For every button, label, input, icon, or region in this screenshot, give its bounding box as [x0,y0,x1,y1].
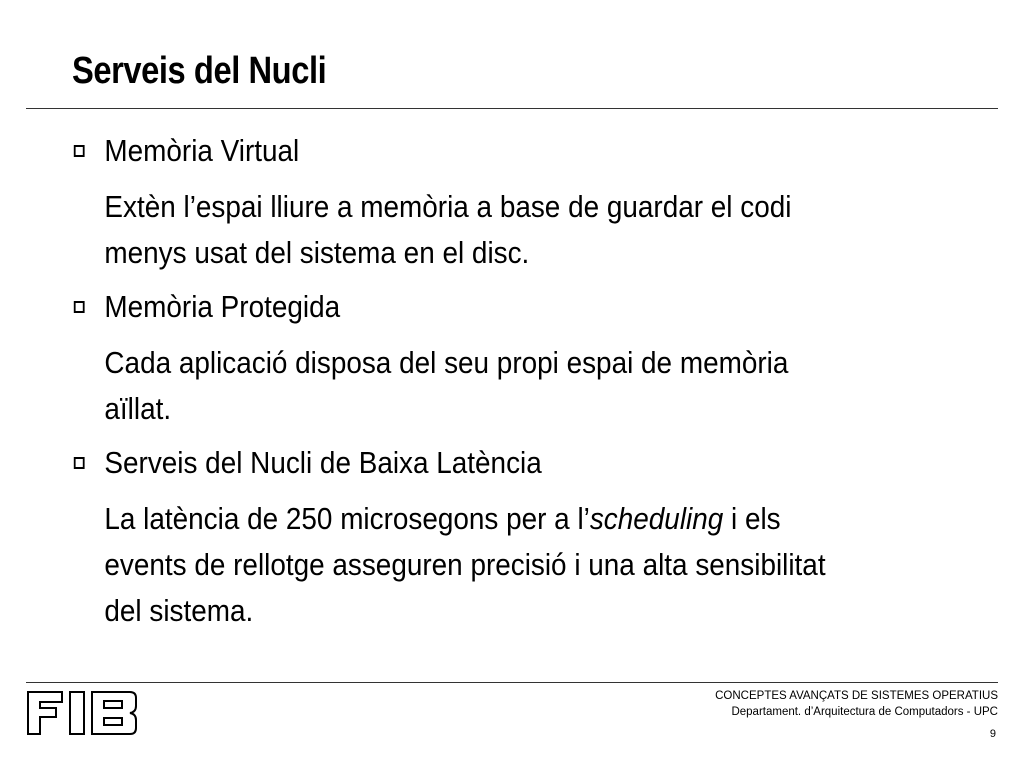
description-text: i els [723,501,781,536]
hollow-square-bullet-icon [74,145,85,157]
bullet-item [72,128,882,174]
footer-course-title: CONCEPTES AVANÇATS DE SISTEMES OPERATIUS [715,690,998,702]
footer-department: Departament. d’Arquitectura de Computadors - UPC [731,706,998,718]
page-number: 9 [989,728,996,740]
description-line: Extèn l’espai lliure a memòria a base de guardar el codi [104,189,792,224]
bullet-description [72,340,972,432]
bullet-item [72,440,882,486]
description-line: Cada aplicació disposa del seu propi espai de memòria [104,345,789,380]
description-italic-term: scheduling [589,501,724,536]
bullet-description [72,496,972,634]
bullet-heading: Memòria Protegida [104,289,341,324]
description-line: menys usat del sistema en el disc. [104,235,530,270]
slide-content [72,128,972,642]
bullet-item [72,284,882,330]
footer-divider [26,682,998,683]
footer-text [715,688,998,720]
description-line: aïllat. [104,391,172,426]
fib-logo [26,690,138,736]
description-line: del sistema. [104,593,254,628]
hollow-square-bullet-icon [74,457,85,469]
description-line: events de rellotge asseguren precisió i una alta sensibilitat [104,547,826,582]
title-divider [26,108,998,109]
bullet-heading: Serveis del Nucli de Baixa Latència [104,445,542,480]
description-text: La latència de 250 microsegons per a l’ [104,501,590,536]
bullet-heading: Memòria Virtual [104,133,300,168]
description-line [72,496,882,542]
slide-title: Serveis del Nucli [72,50,327,92]
bullet-description [72,184,972,276]
hollow-square-bullet-icon [74,301,85,313]
